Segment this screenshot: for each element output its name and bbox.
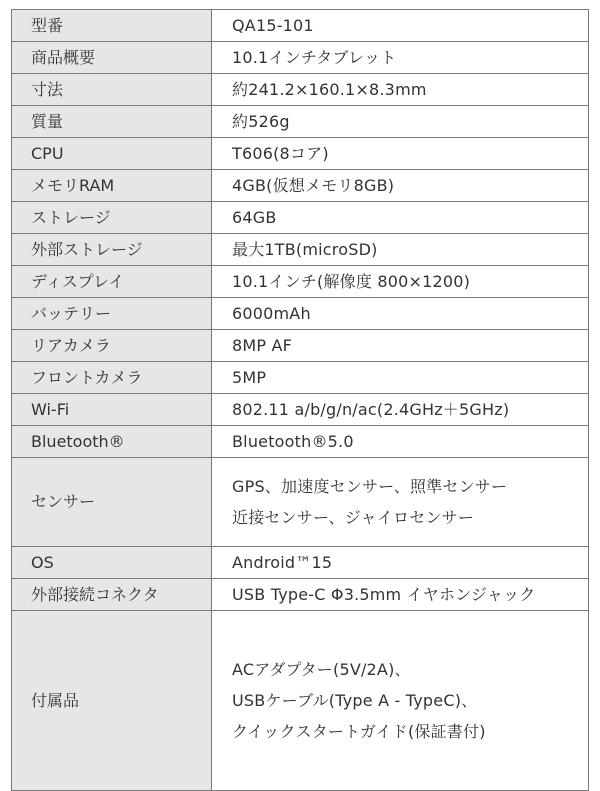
spec-value — [212, 394, 589, 426]
spec-value-line: GPS、加速度センサー、照準センサー — [232, 477, 508, 496]
spec-value-line: USBケーブル(Type A - TypeC)、 — [232, 691, 478, 710]
spec-label: 質量 — [12, 106, 212, 138]
spec-value-line: クイックスタートガイド(保証書付) — [232, 722, 486, 741]
spec-row-external-storage — [12, 234, 589, 266]
spec-value-line: ACアダプター(5V/2A)、 — [232, 660, 411, 679]
spec-value — [212, 579, 589, 611]
spec-value-line: 最大1TB(microSD) — [232, 240, 378, 259]
spec-label: ディスプレイ — [12, 266, 212, 298]
spec-value-line: Bluetooth®5.0 — [232, 432, 354, 451]
spec-row-sensors — [12, 458, 589, 547]
spec-label: リアカメラ — [12, 330, 212, 362]
spec-value — [212, 611, 589, 791]
spec-label: 付属品 — [12, 611, 212, 791]
spec-row-battery — [12, 298, 589, 330]
spec-row-dimensions — [12, 74, 589, 106]
spec-label: 型番 — [12, 10, 212, 42]
spec-label: 寸法 — [12, 74, 212, 106]
spec-value — [212, 138, 589, 170]
spec-value-line: 4GB(仮想メモリ8GB) — [232, 176, 395, 195]
spec-row-cpu — [12, 138, 589, 170]
spec-row-display — [12, 266, 589, 298]
spec-value-line: 約241.2×160.1×8.3mm — [232, 80, 427, 99]
spec-row-model — [12, 10, 589, 42]
spec-label: ストレージ — [12, 202, 212, 234]
spec-value — [212, 202, 589, 234]
spec-row-wifi — [12, 394, 589, 426]
spec-value — [212, 458, 589, 547]
spec-row-accessories — [12, 611, 589, 791]
spec-label: CPU — [12, 138, 212, 170]
spec-value-line: 8MP AF — [232, 336, 293, 355]
spec-row-summary — [12, 42, 589, 74]
spec-label: センサー — [12, 458, 212, 547]
spec-label: 外部ストレージ — [12, 234, 212, 266]
spec-value — [212, 106, 589, 138]
spec-row-storage — [12, 202, 589, 234]
spec-value-line: 近接センサー、ジャイロセンサー — [232, 508, 475, 527]
spec-value — [212, 74, 589, 106]
spec-row-connector — [12, 579, 589, 611]
spec-row-weight — [12, 106, 589, 138]
spec-value — [212, 170, 589, 202]
spec-label: OS — [12, 547, 212, 579]
spec-label: フロントカメラ — [12, 362, 212, 394]
spec-row-bluetooth — [12, 426, 589, 458]
spec-label: Bluetooth® — [12, 426, 212, 458]
spec-label: Wi-Fi — [12, 394, 212, 426]
spec-value — [212, 10, 589, 42]
spec-row-rear-camera — [12, 330, 589, 362]
spec-label: 外部接続コネクタ — [12, 579, 212, 611]
spec-row-ram — [12, 170, 589, 202]
spec-value-line: 10.1インチタブレット — [232, 48, 397, 67]
spec-value-line: 10.1インチ(解像度 800×1200) — [232, 272, 471, 291]
spec-value-line: USB Type-C Φ3.5mm イヤホンジャック — [232, 585, 536, 604]
spec-value-line: 約526g — [232, 112, 290, 131]
spec-value-line: 5MP — [232, 368, 267, 387]
spec-value — [212, 362, 589, 394]
spec-table — [11, 9, 589, 791]
spec-row-front-camera — [12, 362, 589, 394]
spec-value — [212, 426, 589, 458]
spec-value-line: 802.11 a/b/g/n/ac(2.4GHz＋5GHz) — [232, 400, 510, 419]
spec-value — [212, 547, 589, 579]
spec-value-line: QA15-101 — [232, 16, 314, 35]
spec-value-line: 64GB — [232, 208, 277, 227]
spec-value-line: 6000mAh — [232, 304, 311, 323]
spec-label: 商品概要 — [12, 42, 212, 74]
spec-value-line: Android™15 — [232, 553, 333, 572]
spec-value — [212, 298, 589, 330]
spec-row-os — [12, 547, 589, 579]
spec-value — [212, 266, 589, 298]
spec-value — [212, 330, 589, 362]
spec-value — [212, 42, 589, 74]
spec-value — [212, 234, 589, 266]
spec-value-line: T606(8コア) — [232, 144, 329, 163]
spec-label: メモリRAM — [12, 170, 212, 202]
spec-label: バッテリー — [12, 298, 212, 330]
